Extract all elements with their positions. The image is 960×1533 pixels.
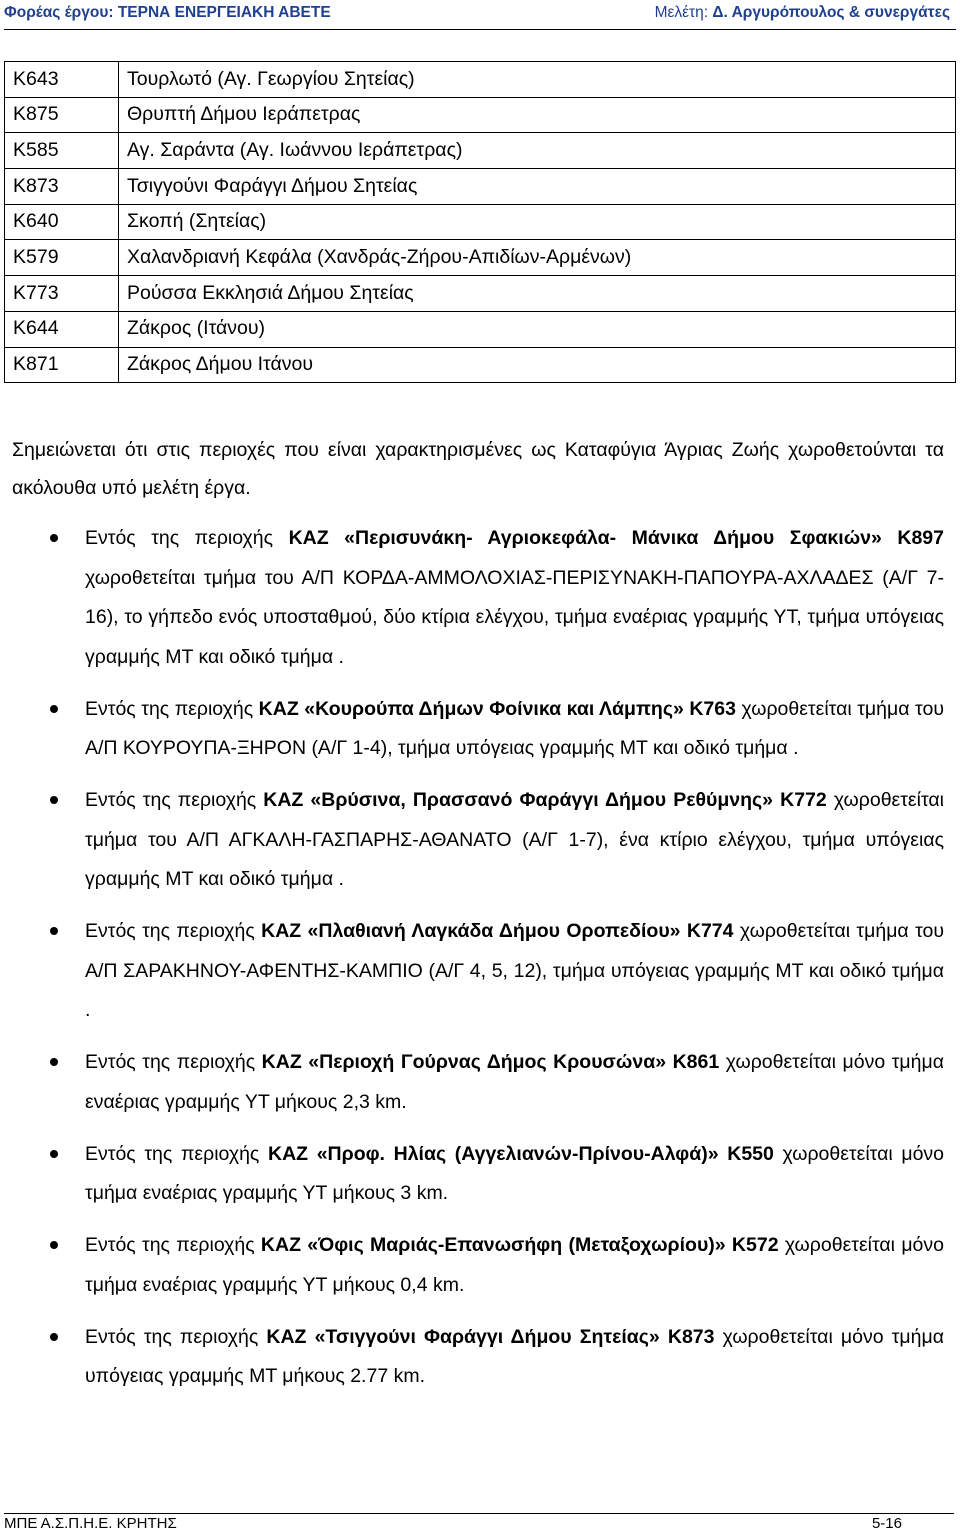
bullet-icon — [50, 1241, 58, 1249]
area-name-cell: Σκοπή (Σητείας) — [119, 204, 956, 240]
area-code-cell: Κ579 — [5, 240, 119, 276]
list-item-intro: Εντός της περιοχής — [85, 697, 259, 720]
list-item-intro: Εντός της περιοχής — [85, 1051, 262, 1073]
area-code-cell: Κ875 — [5, 97, 119, 133]
list-item-intro: Εντός της περιοχής — [85, 1234, 261, 1256]
client-label: Φορέας έργου: — [4, 4, 118, 21]
area-code-cell: Κ873 — [5, 169, 119, 205]
bullet-icon — [50, 705, 58, 713]
list-item-area-name: ΚΑΖ «Τσιγγούνι Φαράγγι Δήμου Σητείας» Κ873 — [266, 1325, 715, 1348]
project-areas-list — [0, 519, 960, 1409]
area-name-cell: Θρυπτή Δήμου Ιεράπετρας — [119, 97, 956, 133]
list-item-area-name: ΚΑΖ «Περιοχή Γούρνας Δήμος Κρουσώνα» Κ861 — [261, 1051, 720, 1073]
table-row — [5, 62, 956, 98]
list-item-description: χωροθετείται μόνο τμήμα εναέριας γραμμής ΥΤ μήκους 2,3 km. — [85, 1051, 945, 1113]
list-item-description: χωροθετείται μόνο τμήμα εναέριας γραμμής ΥΤ μήκους 3 km. — [85, 1142, 945, 1204]
list-item-area-name: ΚΑΖ «Κουρούπα Δήμων Φοίνικα και Λάμπης» Κ763 — [258, 697, 736, 720]
study-info — [655, 4, 950, 22]
list-item — [0, 781, 960, 900]
document-title: ΜΠΕ Α.Σ.Π.Η.Ε. ΚΡΗΤΗΣ — [4, 1515, 177, 1532]
list-item-area-name: ΚΑΖ «Προφ. Ηλίας (Αγγελιανών-Πρίνου-Αλφά)» Κ550 — [267, 1142, 774, 1165]
area-code-cell: Κ643 — [5, 62, 119, 98]
bullet-icon — [50, 927, 58, 935]
area-code-cell: Κ773 — [5, 276, 119, 312]
list-item — [0, 912, 960, 1031]
page-header — [4, 2, 956, 30]
area-code-cell: Κ871 — [5, 347, 119, 383]
area-codes-table-body — [5, 62, 956, 383]
list-item-area-name: ΚΑΖ «Περισυνάκη- Αγριοκεφάλα- Μάνικα Δήμου Σφακιών» Κ897 — [288, 527, 944, 549]
list-item-area-name: ΚΑΖ «Όφις Μαριάς-Επανωσήφη (Μεταξοχωρίου)» Κ572 — [260, 1234, 779, 1256]
list-item-intro: Εντός της περιοχής — [85, 527, 289, 549]
area-name-cell: Χαλανδριανή Κεφάλα (Χανδράς-Ζήρου-Απιδίων-Αρμένων) — [119, 240, 956, 276]
bullet-icon — [50, 1333, 58, 1341]
list-item-area-name: ΚΑΖ «Βρύσινα, Πρασσανό Φαράγγι Δήμου Ρεθύμνης» Κ772 — [263, 789, 827, 811]
bullet-icon — [50, 1150, 58, 1158]
list-item — [0, 1318, 960, 1397]
area-code-cell: Κ585 — [5, 133, 119, 169]
bullet-icon — [50, 534, 58, 542]
area-code-cell: Κ644 — [5, 311, 119, 347]
list-item — [0, 1226, 960, 1305]
list-item-description: χωροθετείται τμήμα του Α/Π ΣΑΡΑΚΗΝΟΥ-ΑΦΕΝΤΗΣ-ΚΑΜΠΙΟ (Α/Γ 4, 5, 12), τμήμα υπόγειας γραμμής ΜΤ και οδικό τμήμα . — [85, 920, 944, 1021]
client-info — [4, 4, 331, 22]
list-item-intro: Εντός της περιοχής — [85, 789, 264, 811]
table-row — [5, 133, 956, 169]
page-footer — [4, 1513, 954, 1532]
list-item-description: χωροθετείται τμήμα του Α/Π ΚΟΡΔΑ-ΑΜΜΟΛΟΧΙΑΣ-ΠΕΡΙΣΥΝΑΚΗ-ΠΑΠΟΥΡΑ-ΑΧΛΑΔΕΣ (Α/Γ 7-16), το γήπεδο ενός υποσταθμού, δύο κτίρια ελέγχου, τμήμα εναέριας γραμμής ΥΤ, τμήμα υπόγειας γραμμής ΜΤ και οδικό τμήμα . — [85, 566, 944, 668]
list-item-description: χωροθετείται μόνο τμήμα υπόγειας γραμμής ΜΤ μήκους 2.77 km. — [85, 1325, 944, 1387]
list-item-area-name: ΚΑΖ «Πλαθιανή Λαγκάδα Δήμου Οροπεδίου» Κ774 — [261, 920, 734, 942]
list-item-description: χωροθετείται τμήμα του Α/Π ΑΓΚΑΛΗ-ΓΑΣΠΑΡΗΣ-ΑΘΑΝΑΤΟ (Α/Γ 1-7), ένα κτίριο ελέγχου, τμήμα υπόγειας γραμμής ΜΤ και οδικό τμήμα . — [85, 789, 944, 890]
list-item — [0, 690, 960, 769]
table-row — [5, 97, 956, 133]
table-row — [5, 347, 956, 383]
bullet-icon — [50, 796, 58, 804]
area-code-cell: Κ640 — [5, 204, 119, 240]
list-item-description: χωροθετείται τμήμα του Α/Π ΚΟΥΡΟΥΠΑ-ΞΗΡΟΝ (Α/Γ 1-4), τμήμα υπόγειας γραμμής ΜΤ και οδικό τμήμα . — [85, 697, 944, 759]
table-row — [5, 204, 956, 240]
page-number: 5-16 — [871, 1515, 902, 1532]
area-name-cell: Τουρλωτό (Αγ. Γεωργίου Σητείας) — [119, 62, 956, 98]
area-name-cell: Αγ. Σαράντα (Αγ. Ιωάννου Ιεράπετρας) — [119, 133, 956, 169]
area-name-cell: Ρούσσα Εκκλησιά Δήμου Σητείας — [119, 276, 956, 312]
table-row — [5, 276, 956, 312]
area-name-cell: Ζάκρος (Ιτάνου) — [119, 311, 956, 347]
study-label: Μελέτη: — [654, 4, 713, 21]
table-row — [5, 240, 956, 276]
area-name-cell: Τσιγγούνι Φαράγγι Δήμου Σητείας — [119, 169, 956, 205]
study-value: Δ. Αργυρόπουλος & συνεργάτες — [712, 4, 950, 21]
bullet-icon — [50, 1058, 58, 1066]
area-name-cell: Ζάκρος Δήμου Ιτάνου — [119, 347, 956, 383]
note-paragraph: Σημειώνεται ότι στις περιοχές που είναι χαρακτηρισμένες ως Καταφύγια Άγριας Ζωής χωροθετούνται τα ακόλουθα υπό μελέτη έργα. — [12, 439, 944, 499]
list-item-description: χωροθετείται μόνο τμήμα εναέριας γραμμής ΥΤ μήκους 0,4 km. — [85, 1234, 944, 1296]
client-value: ΤΕΡΝΑ ΕΝΕΡΓΕΙΑΚΗ ΑΒΕΤΕ — [117, 4, 331, 21]
list-item-intro: Εντός της περιοχής — [85, 1325, 267, 1348]
area-codes-table — [4, 61, 956, 383]
list-item — [0, 1135, 960, 1214]
list-item — [0, 519, 960, 677]
table-row — [5, 169, 956, 205]
table-row — [5, 311, 956, 347]
list-item — [0, 1043, 960, 1122]
list-item-intro: Εντός της περιοχής — [85, 920, 262, 942]
list-item-intro: Εντός της περιοχής — [85, 1142, 268, 1165]
